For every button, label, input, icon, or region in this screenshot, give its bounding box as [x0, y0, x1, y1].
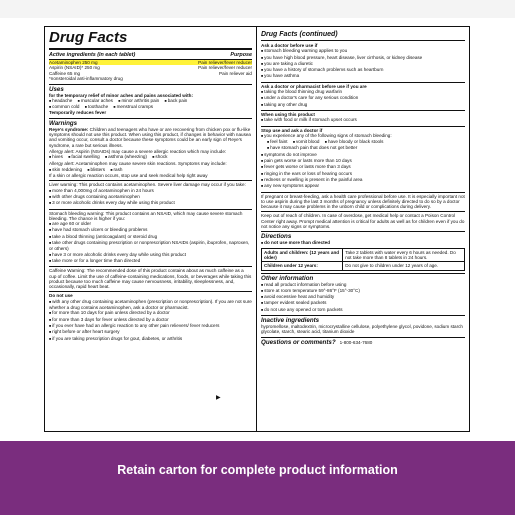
left-column: [45, 27, 257, 431]
pregnancy-warning: If pregnant or breast-feeding, ask a health care professional before use. It is especially important not to use aspirin during the last 3 months of pregnancy unless definitely directed to do so by a doctor because it may cause problems in the unborn child or complications during delivery.: [261, 193, 465, 210]
inactive-text: hypromellose, maltodextrin, microcrystalline cellulose, polyethylene glycol, povidone, sodium starch glycolate, starch, stearic acid, titanium dioxide: [261, 323, 463, 335]
do-not-use-item: ■ if you are taking prescription drugs for gout, diabetes, or arthritis: [49, 336, 252, 342]
active-ingredients-title: Active ingredients (in each tablet): [49, 52, 136, 58]
nsaid-footnote: *nonsteroidal anti-inflammatory drug: [49, 76, 123, 82]
stomach-item: ■ take more or for a longer time than directed: [49, 258, 252, 264]
directions-header: Directions: [261, 231, 465, 240]
use-item: ■ minor arthritis pain: [118, 98, 159, 103]
purpose-title: Purpose: [230, 52, 252, 58]
stop-use-item: ■ fever gets worse or lasts more than 3 days: [261, 164, 465, 170]
do-not-use-item: ■ for more than 10 days for pain unless directed by a doctor: [49, 310, 252, 316]
ingredient-name: Caffeine 65 mg: [49, 70, 81, 76]
liver-item: ■ 3 or more alcoholic drinks every day while using this product: [49, 200, 252, 206]
directions-what: Do not give to children under 12 years of age.: [343, 262, 465, 270]
directions-who: Children under 12 years:: [262, 262, 343, 270]
directions-what: Take 2 tablets with water every 6 hours as needed. Do not take more than 8 tablets in 24 hours.: [343, 248, 465, 262]
ingredient-purpose: Pain reliever/fever reducer: [198, 60, 252, 65]
stop-use-item: ■ redness or swelling is present in the painful area: [261, 177, 465, 183]
allergy-item: ■ asthma (wheezing): [105, 154, 147, 159]
warnings-header: Warnings: [49, 118, 252, 127]
when-using-header: When using this product: [261, 110, 465, 117]
other-info-header: Other information: [261, 273, 465, 282]
ask-pharmacist-item: ■ taking the blood thinning drug warfarin: [261, 89, 465, 95]
table-row: [262, 262, 465, 270]
sign-item: ■ have bloody or black stools: [325, 139, 384, 144]
keep-out-of-reach: Keep out of reach of children. In case of overdose, get medical help or contact a Poison Control Center right away. Prompt medical attention is critical for adults as well as for children even if you do not notice any signs or symptoms.: [261, 213, 465, 230]
other-info-item: ■ read all product information before using: [261, 282, 465, 288]
sign-item: ■ vomit blood: [293, 139, 320, 144]
ingredient-name: Aspirin (NSAID)* 250 mg: [49, 65, 100, 71]
drug-facts-title: Drug Facts: [49, 30, 252, 50]
reye-text: Children and teenagers who have or are recovering from chicken pox or flu-like symptoms should not use this product. When using this product, if changes in behavior with nausea and vomiting occur, consult a doctor because these symptoms could be an early sign of Reye's syndrome, a rare but serious illness.: [49, 126, 251, 148]
stop-use-item: ■ pain gets worse or lasts more than 10 days: [261, 158, 465, 164]
allergy-item: ■ blisters: [87, 167, 105, 172]
stop-use-item: ■ ringing in the ears or loss of hearing occurs: [261, 171, 465, 177]
stop-use-item: ■ symptoms do not improve: [261, 152, 465, 158]
drug-facts-continued-title: Drug Facts (continued): [261, 30, 465, 41]
ask-doctor-item: ■ you have high blood pressure, heart disease, liver cirrhosis, or kidney disease: [261, 55, 465, 61]
directions-intro: ■ do not use more than directed: [261, 240, 465, 246]
continue-arrow-icon: ▶: [216, 395, 221, 401]
liver-item: ■ with other drugs containing acetaminophen: [49, 194, 252, 200]
other-info-item: ■ do not use any opened or torn packets: [261, 307, 465, 313]
active-ingredients-header: [49, 52, 252, 60]
stomach-item: ■ take a blood thinning (anticoagulant) or steroid drug: [49, 234, 252, 240]
questions-row: [261, 337, 465, 345]
ask-doctor-item: ■ you are taking a diuretic: [261, 61, 465, 67]
do-not-use-header: Do not use: [49, 291, 252, 298]
aspirin-allergy-list: [49, 154, 252, 160]
liver-item: ■ more than 4,000mg of acetaminophen in 24 hours: [49, 188, 252, 194]
stomach-item: ■ have had stomach ulcers or bleeding problems: [49, 227, 252, 233]
other-info-item: ■ tamper evident sealed packets: [261, 300, 465, 306]
caffeine-warning: Caffeine Warning: The recommended dose of this product contains about as much caffeine as a cup of coffee. Limit the use of caffeine-containing medications, foods, or beverages while taking this product because too much caffeine may cause nervousness, irritability, sleeplessness, and, occasionally, rapid heart beat.: [49, 268, 252, 290]
stomach-item: ■ are age 60 or older: [49, 221, 252, 227]
ask-doctor-item: ■ you have asthma: [261, 73, 465, 79]
ask-doctor-header: Ask a doctor before use if: [261, 43, 318, 48]
directions-who: Adults and children: (12 years and older): [262, 248, 343, 262]
stomach-item: ■ take other drugs containing prescription or nonprescription NSAIDs (aspirin, ibuprofen, naproxen, or others): [49, 240, 252, 252]
stop-use-item: ■ any new symptoms appear: [261, 183, 465, 189]
uses-list: [49, 98, 252, 111]
bottom-banner: [0, 441, 515, 515]
allergy-item: ■ facial swelling: [68, 154, 100, 159]
do-not-use-item: ■ if you ever have had an allergic reaction to any other pain relievers/ fever reducers: [49, 323, 252, 329]
other-info-item: ■ store at room temperature 59°-86°F (15°-30°C): [261, 288, 465, 294]
use-item: ■ headache: [49, 98, 72, 103]
use-item: ■ muscular aches: [78, 98, 113, 103]
use-item: ■ back pain: [165, 98, 188, 103]
ingredient-purpose: Pain reliever/fever reducer: [198, 65, 252, 71]
ask-pharmacist-item: ■ taking any other drug: [261, 102, 465, 108]
allergy-item: ■ hives: [49, 154, 63, 159]
ask-pharmacist-header: Ask a doctor or pharmacist before use if you are: [261, 82, 465, 89]
drug-facts-label: [44, 26, 470, 432]
stomach-item: ■ have 3 or more alcoholic drinks every day while using this product: [49, 252, 252, 258]
carton-top-edge: [0, 0, 515, 18]
inactive-header: Inactive ingredients: [261, 315, 465, 324]
uses-intro: for the temporary relief of minor aches and pains associated with:: [49, 92, 193, 98]
bleeding-signs: [261, 139, 465, 152]
right-column: [257, 27, 469, 431]
ingredient-name: Acetaminophen 250 mg: [49, 60, 98, 65]
questions-label: Questions or comments?: [261, 338, 336, 346]
aspirin-allergy-alert: Allergy alert: Aspirin (NSAIDs) may cause a severe allergic reaction which may include:: [49, 148, 227, 154]
sign-item: ■ feel faint: [267, 139, 288, 144]
do-not-use-item: ■ right before or after heart surgery: [49, 329, 252, 335]
stop-use-header: Stop use and ask a doctor if: [261, 126, 465, 133]
use-item: ■ toothache: [85, 104, 108, 109]
stomach-warning: Stomach bleeding warning: This product contains an NSAID, which may cause severe stomach bleeding. The chance is higher if you:: [49, 209, 252, 222]
use-item: ■ menstrual cramps: [113, 104, 153, 109]
acetaminophen-allergy-alert: Allergy alert: Acetaminophen may cause severe skin reactions. Symptoms may include:: [49, 161, 227, 167]
allergy-item: ■ skin reddening: [49, 167, 82, 172]
table-row: [262, 248, 465, 262]
phone-number: 1-800-634-7680: [339, 339, 373, 345]
allergy-item: ■ shock: [152, 154, 167, 159]
ask-doctor-item: ■ stomach bleeding warning applies to you: [261, 48, 465, 54]
do-not-use-item: ■ with any other drug containing acetaminophen (prescription or nonprescription). If you are not sure whether a drug contains acetaminophen, ask a doctor or pharmacist.: [49, 299, 252, 311]
do-not-use-item: ■ for more than 3 days for fever unless directed by a doctor: [49, 317, 252, 323]
ingredient-purpose: Pain reliever aid: [219, 70, 252, 76]
banner-text: Retain carton for complete product information: [117, 463, 398, 477]
liver-warning: Liver warning: This product contains acetaminophen. Severe liver damage may occur if you take:: [49, 180, 252, 187]
when-using-item: ■ take with food or milk if stomach upset occurs: [261, 117, 465, 123]
ask-pharmacist-item: ■ under a doctor's care for any serious condition: [261, 95, 465, 101]
sign-item: ■ have stomach pain that does not get better: [267, 145, 357, 150]
directions-table: [261, 248, 465, 271]
uses-closing: Temporarily reduces fever: [49, 110, 107, 116]
reye-label: Reye's syndrome:: [49, 126, 89, 132]
reye-warning: [49, 127, 252, 148]
stop-use-intro: ■ you experience any of the following signs of stomach bleeding:: [261, 133, 465, 139]
other-info-item: ■ avoid excessive heat and humidity: [261, 294, 465, 300]
uses-header: Uses: [49, 84, 252, 93]
allergy-note: If a skin or allergic reaction occurs, stop use and seek medical help right away: [49, 173, 208, 179]
use-item: ■ common cold: [49, 104, 80, 109]
ask-doctor-item: ■ you have a history of stomach problems such as heartburn: [261, 67, 465, 73]
allergy-item: ■ rash: [110, 167, 122, 172]
